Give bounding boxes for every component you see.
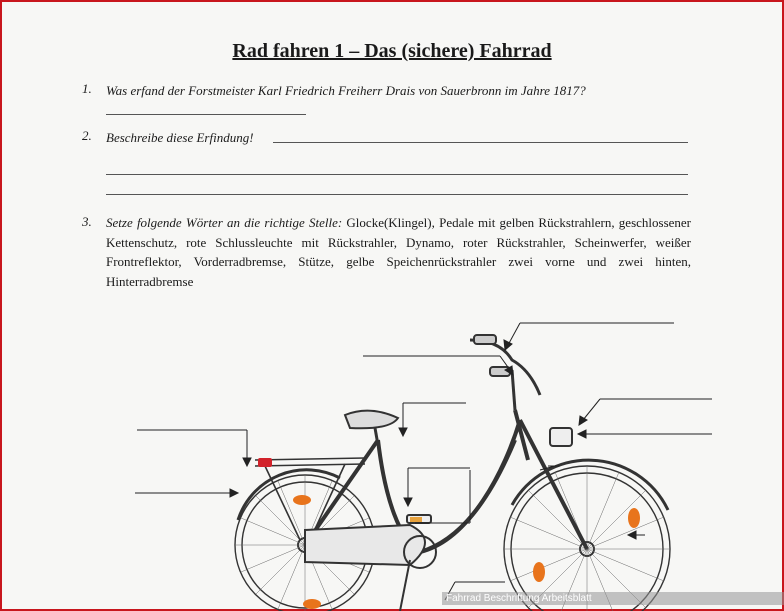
label-line-tail-light[interactable] xyxy=(137,430,251,466)
label-line-headlight-lower[interactable] xyxy=(578,430,712,438)
front-spoke-reflector-upper xyxy=(628,508,640,528)
worksheet-title: Rad fahren 1 – Das (sichere) Fahrrad xyxy=(232,40,552,62)
label-line-rear-reflector[interactable] xyxy=(135,489,238,497)
watermark-text: Fahrrad Beschriftung Arbeitsblatt xyxy=(442,592,784,605)
pedal-reflector xyxy=(410,517,422,522)
rear-tail-light xyxy=(258,458,272,467)
kickstand xyxy=(400,560,410,611)
question-2-text: Beschreibe diese Erfindung! xyxy=(106,130,254,145)
question-3-intro: Setze folgende Wörter an die richtige Stelle: xyxy=(106,215,343,230)
label-line-saddle[interactable] xyxy=(399,403,466,436)
saddle xyxy=(345,411,398,429)
question-3-wordlist: Glocke(Klingel), Pedale mit gelben Rückstrahlern, geschlossener Kettenschutz, rote Schlussleuchte mit Rückstrahler, Dynamo, roter Rückstrahler, Scheinwerfer, weißer Frontreflektor, Vorderradbremse, Stütze, gelbe Speichenrückstrahler zwei vorne und zwei hinten, Hinterradbremse xyxy=(106,215,692,289)
front-spoke-reflector-lower xyxy=(533,562,545,582)
label-line-front-spoke[interactable] xyxy=(628,531,645,539)
question-1-number: 1. xyxy=(82,81,92,96)
headlight xyxy=(550,428,572,446)
label-line-frame[interactable] xyxy=(404,468,470,506)
label-line-bell[interactable] xyxy=(504,323,674,350)
question-2-number: 2. xyxy=(82,128,92,143)
rear-spoke-reflector-lower xyxy=(303,599,321,609)
question-1-text: Was erfand der Forstmeister Karl Friedrich Freiherr Drais von Sauerbronn im Jahre 1817? xyxy=(106,83,586,98)
question-3-number: 3. xyxy=(82,214,92,229)
front-wheel xyxy=(504,466,670,611)
chain-guard xyxy=(305,525,425,565)
rear-spoke-reflector-upper xyxy=(293,495,311,505)
label-line-headlight-upper[interactable] xyxy=(579,399,712,425)
